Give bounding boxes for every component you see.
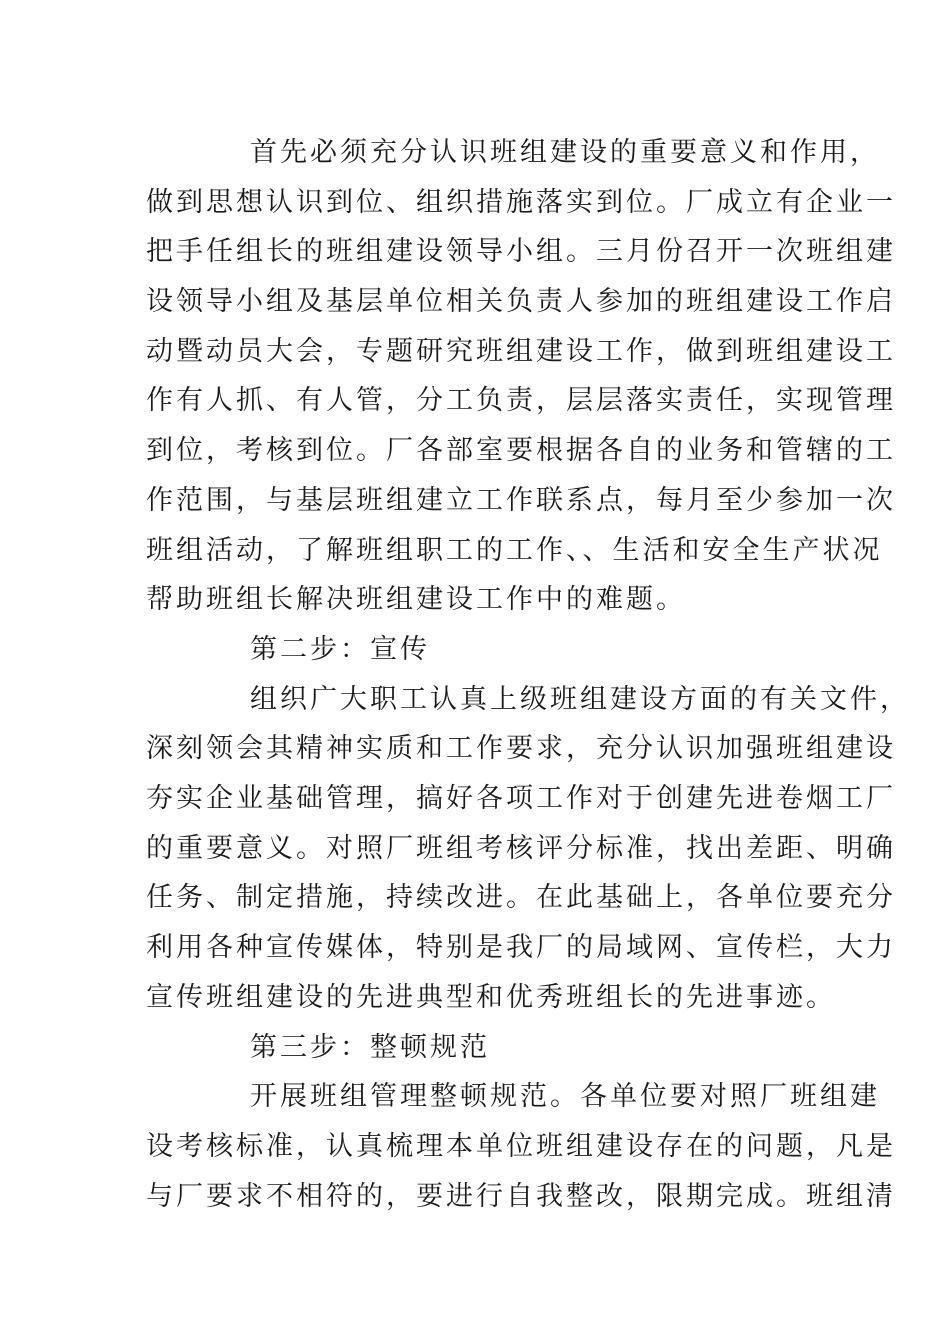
paragraph-1-line-7: 到位，考核到位。厂各部室要根据各自的业务和管辖的工: [146, 435, 896, 466]
paragraph-2-line-6: 利用各种宣传媒体，特别是我厂的局域网、宣传栏，大力: [146, 932, 896, 963]
paragraph-1-line-4: 设领导小组及基层单位相关负责人参加的班组建设工作启: [146, 286, 896, 317]
paragraph-3-line-2: 设考核标准，认真梳理本单位班组建设存在的问题，凡是: [146, 1131, 896, 1162]
paragraph-3-line-1: 开展班组管理整顿规范。各单位要对照厂班组建: [250, 1081, 880, 1112]
paragraph-2-line-4: 的重要意义。对照厂班组考核评分标准，找出差距、明确: [146, 833, 896, 864]
paragraph-1-line-6: 作有人抓、有人管，分工负责，层层落实责任，实现管理: [146, 385, 896, 416]
paragraph-2-line-1: 组织广大职工认真上级班组建设方面的有关文件，: [250, 684, 910, 715]
paragraph-1-line-10: 帮助班组长解决班组建设工作中的难题。: [146, 584, 686, 615]
paragraph-1-line-5: 动暨动员大会，专题研究班组建设工作，做到班组建设工: [146, 336, 896, 367]
paragraph-1-line-8: 作范围，与基层班组建立工作联系点，每月至少参加一次: [146, 485, 896, 516]
paragraph-1-line-9: 班组活动，了解班组职工的工作、、生活和安全生产状况: [146, 535, 883, 566]
paragraph-1-line-2: 做到思想认识到位、组织措施落实到位。厂成立有企业一: [146, 187, 896, 218]
paragraph-2-line-5: 任务、制定措施，持续改进。在此基础上，各单位要充分: [146, 882, 896, 913]
paragraph-1-line-3: 把手任组长的班组建设领导小组。三月份召开一次班组建: [146, 236, 896, 267]
paragraph-3-line-3: 与厂要求不相符的，要进行自我整改，限期完成。班组清: [146, 1181, 896, 1212]
paragraph-1-line-1: 首先必须充分认识班组建设的重要意义和作用，: [250, 137, 880, 168]
paragraph-2-line-7: 宣传班组建设的先进典型和优秀班组长的先进事迹。: [146, 982, 836, 1013]
paragraph-2-line-3: 夯实企业基础管理，搞好各项工作对于创建先进卷烟工厂: [146, 783, 896, 814]
section-heading-step-3: 第三步：整顿规范: [250, 1032, 490, 1063]
paragraph-2-line-2: 深刻领会其精神实质和工作要求，充分认识加强班组建设: [146, 733, 896, 764]
section-heading-step-2: 第二步：宣传: [250, 634, 430, 665]
